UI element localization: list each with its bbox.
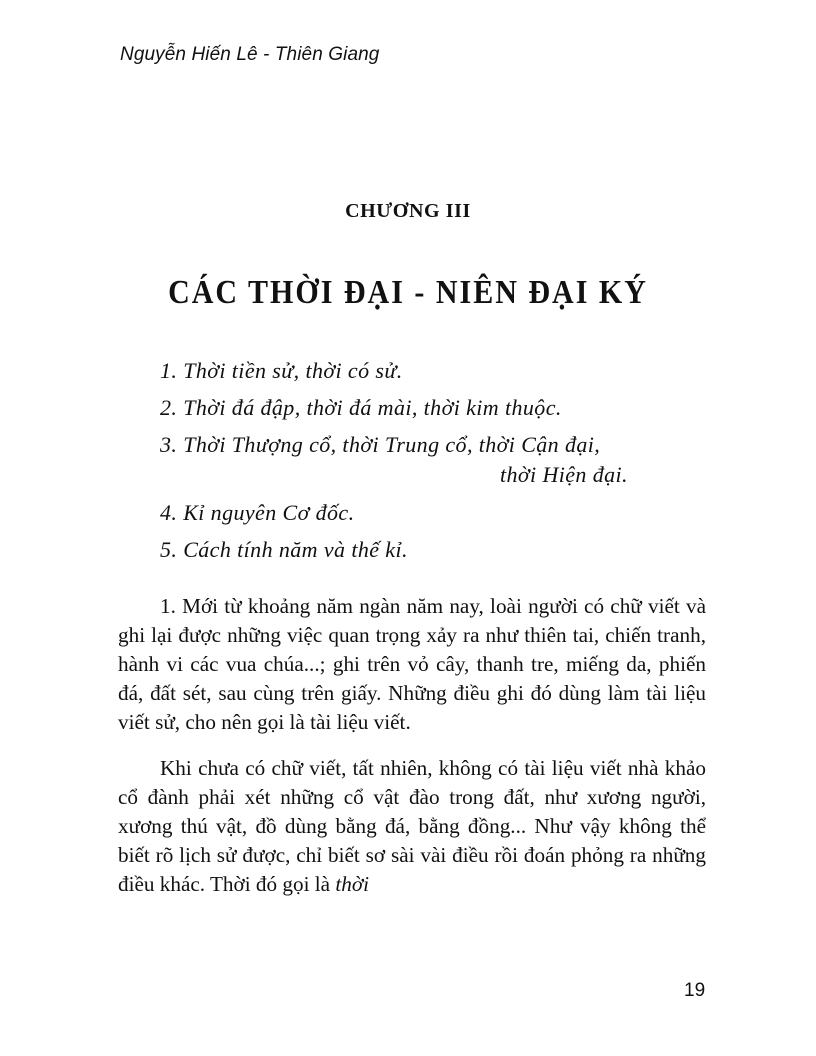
chapter-label: CHƯƠNG III bbox=[345, 200, 471, 222]
outline-item bbox=[160, 498, 680, 535]
paragraph bbox=[118, 754, 706, 899]
body-text bbox=[118, 592, 706, 899]
outline-item bbox=[160, 535, 680, 572]
outline-item-continuation: thời Hiện đại. bbox=[500, 462, 628, 487]
outline-item bbox=[160, 393, 680, 430]
outline-item-text: 5. Cách tính năm và thế kỉ. bbox=[160, 537, 408, 562]
paragraph: 1. Mới từ khoảng năm ngàn năm nay, loài người có chữ viết và ghi lại được những việc quan trọng xảy ra như thiên tai, chiến tranh, hành vi các vua chúa...; ghi trên vỏ cây, thanh tre, miếng da, phiến đá, đất sét, sau cùng trên giấy. Những điều ghi đó dùng làm tài liệu viết sử, cho nên gọi là tài liệu viết. bbox=[118, 594, 706, 734]
chapter-outline bbox=[160, 356, 680, 572]
running-head: Nguyễn Hiến Lê - Thiên Giang bbox=[120, 44, 380, 65]
outline-item bbox=[160, 430, 680, 498]
outline-item-text: 2. Thời đá đập, thời đá mài, thời kim thuộc. bbox=[160, 395, 562, 420]
page-number: 19 bbox=[684, 980, 706, 1001]
outline-item-text: 4. Kỉ nguyên Cơ đốc. bbox=[160, 500, 355, 525]
outline-item bbox=[160, 356, 680, 393]
paragraph-text: Khi chưa có chữ viết, tất nhiên, không có tài liệu viết nhà khảo cổ đành phải xét những cổ vật đào trong đất, như xương người, xương thú vật, đồ dùng bằng đá, bằng đồng... Như vậy không thể biết rõ lịch sử được, chỉ biết sơ sài vài điều rồi đoán phỏng ra những điều khác. Thời đó gọi là bbox=[118, 756, 706, 896]
chapter-title: CÁC THỜI ĐẠI - NIÊN ĐẠI KÝ bbox=[168, 273, 648, 311]
italic-term: thời bbox=[335, 872, 370, 896]
outline-item-text: 1. Thời tiền sử, thời có sử. bbox=[160, 358, 403, 383]
outline-item-text: 3. Thời Thượng cổ, thời Trung cổ, thời Cận đại, bbox=[160, 432, 601, 457]
